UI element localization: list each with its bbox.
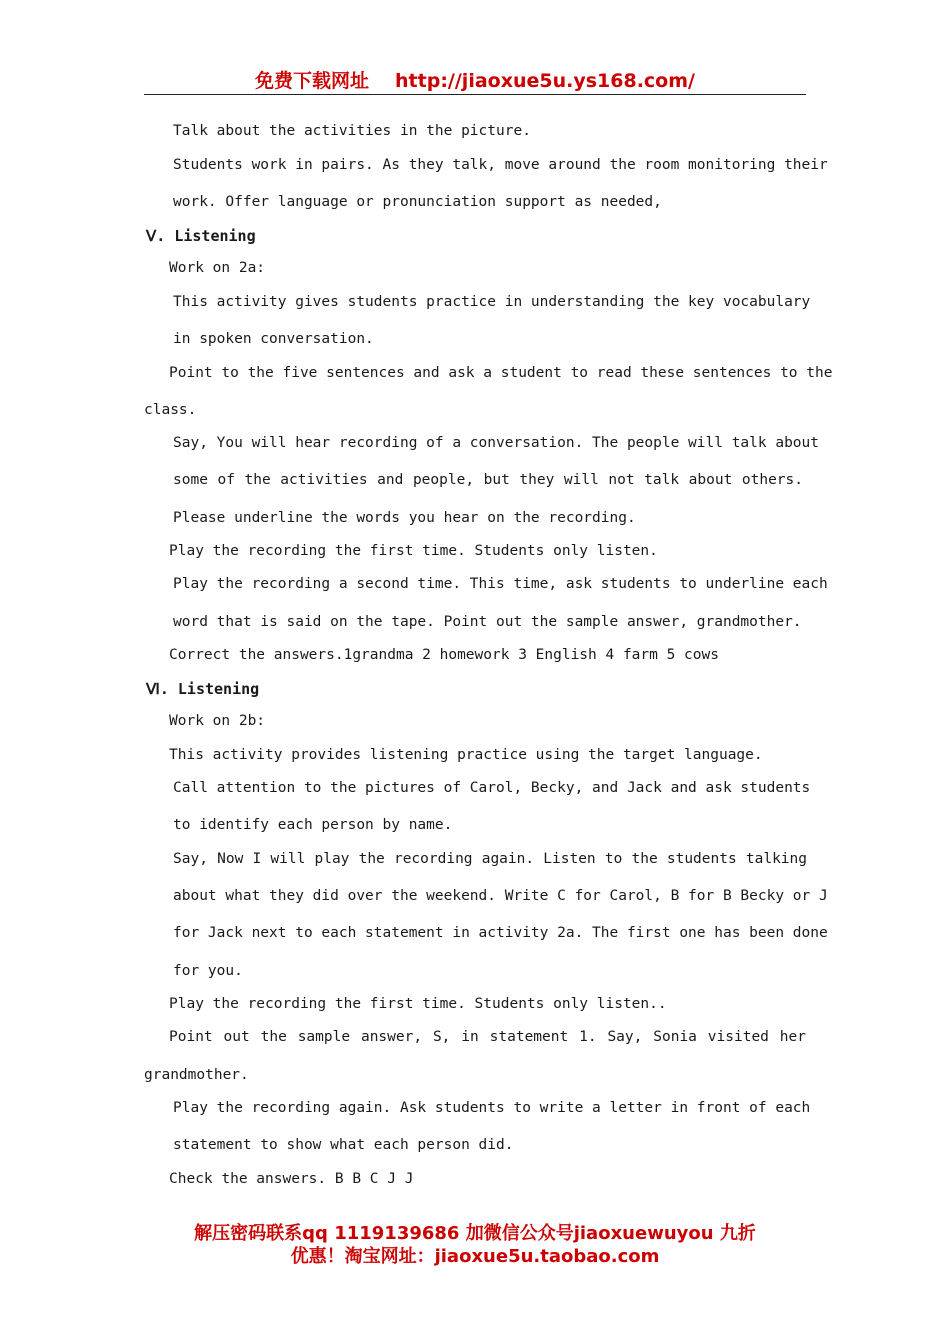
text-line: Check the answers. B B C J J [169,1171,414,1187]
section-heading-listening-6: Ⅵ. Listening [146,680,260,698]
text-line: class. [144,402,197,418]
text-line: word that is said on the tape. Point out the sample answer, grandmother. [173,614,802,630]
footer-shop-link[interactable]: 优惠！淘宝网址：jiaoxue5u.taobao.com [290,1246,660,1267]
section-heading-listening-5: Ⅴ. Listening [146,227,256,245]
text-line: Point out the sample answer, S, in statement 1. Say, Sonia visited her [169,1029,806,1045]
text-line: This activity gives students practice in understanding the key vocabulary [173,294,811,310]
text-line: This activity provides listening practice using the target language. [169,747,763,763]
text-line: some of the activities and people, but they will not talk about others. [173,472,803,488]
text-line: Work on 2b: [169,713,266,729]
text-line: Play the recording a second time. This time, ask students to underline each [173,576,828,592]
text-line: for Jack next to each statement in activity 2a. The first one has been done [173,925,828,941]
text-line: to identify each person by name. [173,817,453,833]
text-line: Say, You will hear recording of a conversation. The people will talk about [173,435,820,451]
page-header [0,66,950,93]
header-divider [144,94,806,95]
text-line: Call attention to the pictures of Carol, Becky, and Jack and ask students [173,780,811,796]
text-line: for you. [173,963,243,979]
header-label: 免费下载网址 [255,70,370,92]
text-line: Students work in pairs. As they talk, move around the room monitoring their [173,157,828,173]
text-line: Play the recording again. Ask students to write a letter in front of each [173,1100,811,1116]
text-line: grandmother. [144,1067,249,1083]
text-line: Point to the five sentences and ask a student to read these sentences to the [169,365,833,381]
text-line: Play the recording the first time. Students only listen.. [169,996,667,1012]
text-line: Correct the answers.1grandma 2 homework 3 English 4 farm 5 cows [169,647,719,663]
header-url[interactable]: http://jiaoxue5u.ys168.com/ [395,70,695,92]
text-line: Say, Now I will play the recording again. Listen to the students talking [173,851,807,867]
text-line: Work on 2a: [169,260,266,276]
text-line: Play the recording the first time. Students only listen. [169,543,658,559]
text-line: in spoken conversation. [173,331,374,347]
footer-contact: 解压密码联系qq 1119139686 加微信公众号jiaoxuewuyou 九折 [194,1223,756,1244]
text-line: statement to show what each person did. [173,1137,514,1153]
text-line: work. Offer language or pronunciation support as needed, [173,194,662,210]
text-line: Please underline the words you hear on the recording. [173,510,636,526]
text-line: Talk about the activities in the picture. [173,123,531,139]
text-line: about what they did over the weekend. Write C for Carol, B for B Becky or J [173,888,828,904]
